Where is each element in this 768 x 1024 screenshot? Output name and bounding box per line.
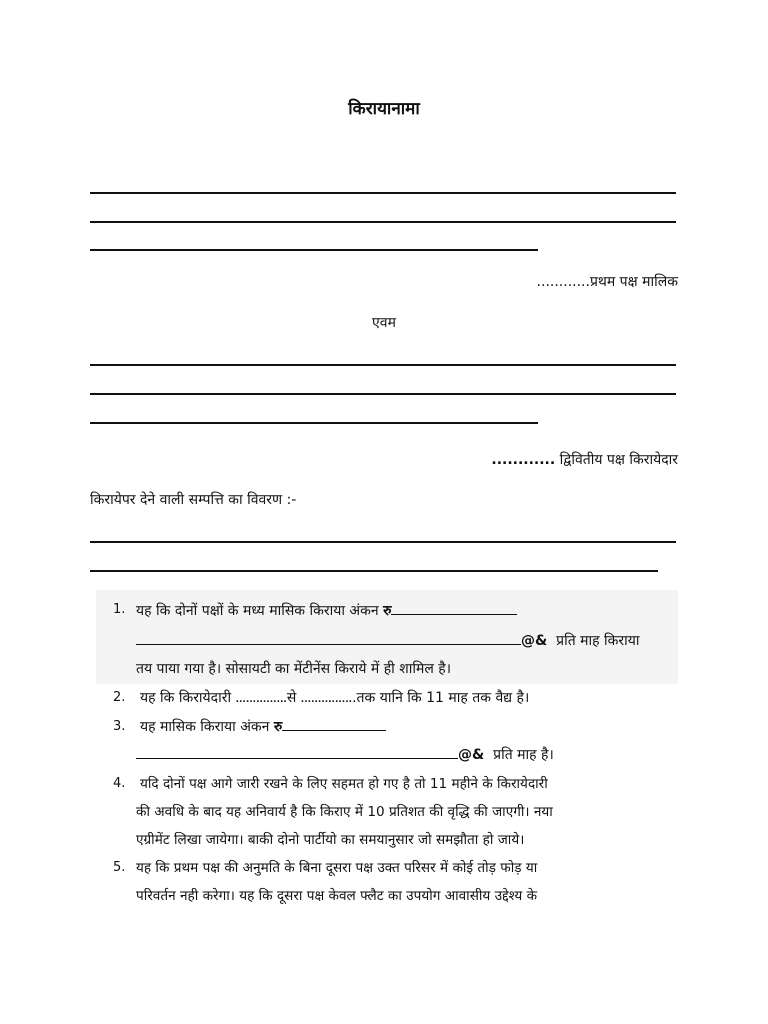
clause-1-amount-blank [391, 600, 517, 615]
first-party-blank-line-2 [90, 221, 676, 223]
second-party-caption [491, 450, 678, 469]
property-blank-line-2 [90, 570, 658, 572]
clause-1-line-1 [136, 600, 517, 620]
clause-1-line-2 [136, 630, 640, 650]
second-party-dots: ............ [491, 452, 556, 468]
clause-3-text-2: प्रति माह है। [493, 747, 554, 763]
clause-2-line-1 [140, 688, 529, 707]
clause-2-dots-1: ............... [235, 695, 287, 705]
clause-2-text-3: .तक यानि कि 11 माह तक वैद्य है। [352, 690, 530, 706]
clause-3-words-blank [136, 744, 458, 759]
clause-1-rupee-symbol: रु [383, 603, 392, 619]
clause-3-rupee-symbol: रु [273, 719, 283, 735]
clause-3-number: 3. [113, 719, 126, 734]
clause-5-number: 5. [113, 860, 126, 875]
property-heading: किरायेपर देने वाली सम्पत्ति का विवरण :- [90, 492, 297, 508]
clause-2-dots-2: ............... [300, 695, 353, 705]
second-party-blank-line-1 [90, 364, 676, 366]
second-party-label: द्विवितीय पक्ष किरायेदार [559, 452, 678, 468]
clause-1-text-1: यह कि दोनों पक्षों के मध्य मासिक किराया अंकन [136, 603, 379, 619]
clause-1-symbol: @& [521, 633, 548, 649]
clause-4-line-1: यदि दोनों पक्ष आगे जारी रखने के लिए सहमत हो गए है तो 11 महीने के किरायेदारी [140, 776, 548, 792]
document-title: किरायानामा [348, 99, 420, 119]
clause-2-text-2: से [286, 690, 297, 706]
clause-3-amount-blank [282, 716, 386, 731]
clause-1-text-2: प्रति माह किराया [556, 633, 640, 649]
clause-3-text-1: यह मासिक किराया अंकन [140, 719, 270, 735]
first-party-caption [537, 272, 678, 291]
clause-5-line-2: परिवर्तन नही करेगा। यह कि दूसरा पक्ष केवल फ्लैट का उपयोग आवासीय उद्देश्य के [136, 888, 538, 904]
clause-1-words-blank [136, 630, 521, 645]
first-party-label: प्रथम पक्ष मालिक [589, 274, 678, 290]
first-party-blank-line-3 [90, 249, 538, 251]
clause-4-line-2: की अवधि के बाद यह अनिवार्य है कि किराए में 10 प्रतिशत की वृद्धि की जाएगी। नया [136, 804, 553, 820]
second-party-blank-line-2 [90, 393, 676, 395]
clause-3-line-2 [136, 744, 554, 764]
clause-2-number: 2. [113, 690, 126, 705]
clause-1-line-3: तय पाया गया है। सोसायटी का मेंटीनेंस किराये में ही शामिल है। [136, 661, 452, 677]
clause-4-number: 4. [113, 776, 126, 791]
clause-3-line-1 [140, 716, 386, 736]
clause-1-number: 1. [113, 602, 126, 617]
clause-5-line-1: यह कि प्रथम पक्ष की अनुमति के बिना दूसरा पक्ष उक्त परिसर में कोई तोड़ फोड़ या [136, 860, 538, 876]
first-party-blank-line-1 [90, 192, 676, 194]
clause-2-text-1: यह कि किरायेदारी [140, 690, 232, 706]
second-party-blank-line-3 [90, 422, 538, 424]
first-party-dots: ............ [536, 274, 590, 290]
clause-4-line-3: एग्रीमेंट लिखा जायेगा। बाकी दोनो पार्टीयो का समयानुसार जो समझौता हो जाये। [136, 832, 525, 848]
property-blank-line-1 [90, 541, 676, 543]
clause-3-symbol: @& [458, 747, 485, 763]
conjunction-text: एवम [372, 315, 396, 331]
